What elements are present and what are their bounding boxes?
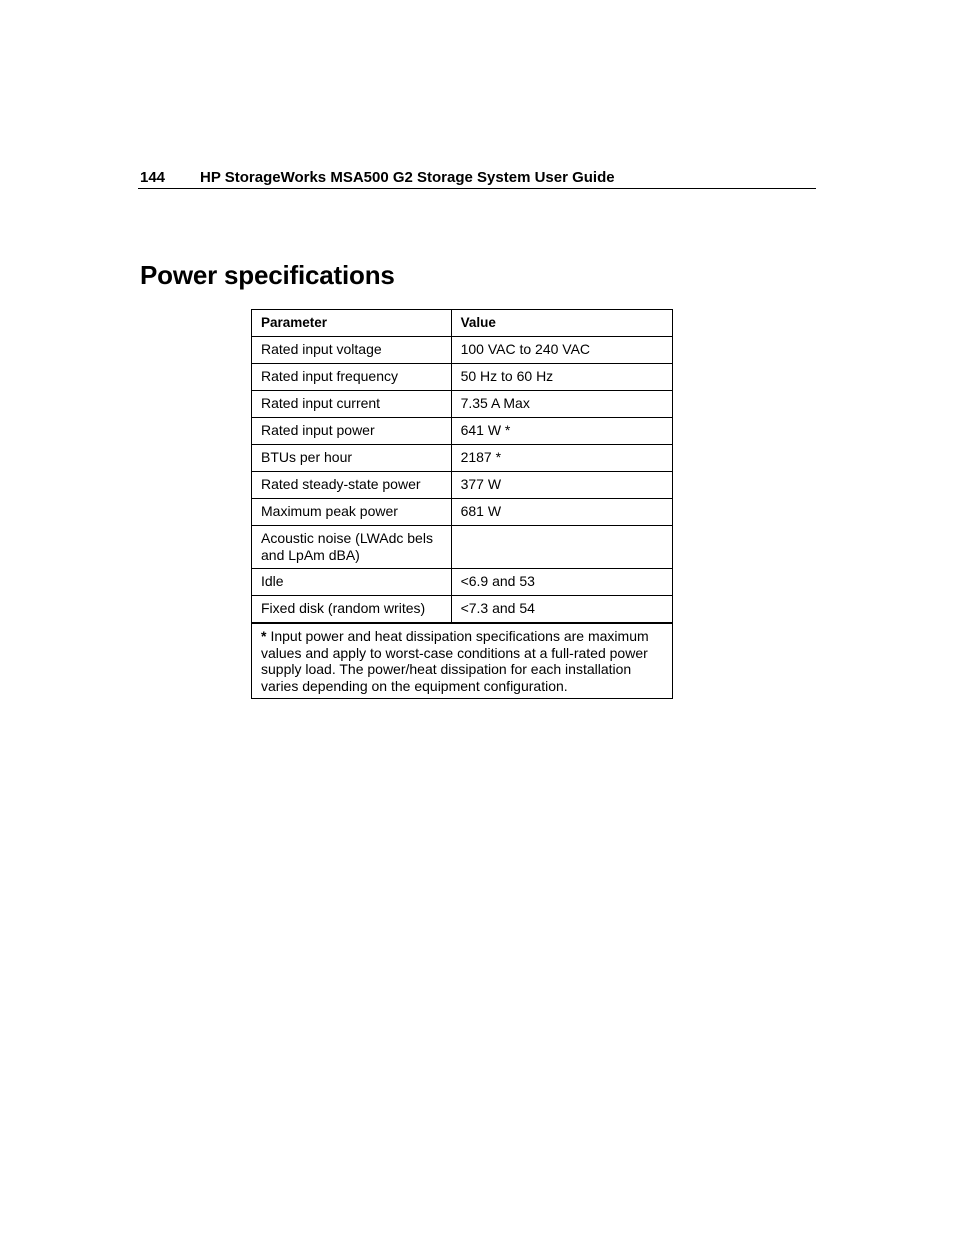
value-cell: 7.35 A Max [451,391,672,418]
parameter-cell: BTUs per hour [252,445,452,472]
table-row [252,337,673,364]
footnote-cell [252,623,673,699]
power-specs-table [251,309,673,699]
page-number: 144 [140,169,166,186]
table-row [252,526,673,569]
value-cell: 641 W * [451,418,672,445]
parameter-cell: Maximum peak power [252,499,452,526]
parameter-cell: Rated input current [252,391,452,418]
table-row [252,364,673,391]
value-cell [451,526,672,569]
parameter-cell: Rated input frequency [252,364,452,391]
guide-title: HP StorageWorks MSA500 G2 Storage System User Guide [200,169,615,186]
section-title: Power specifications [140,260,395,290]
value-cell: 50 Hz to 60 Hz [451,364,672,391]
value-cell: 377 W [451,472,672,499]
table-row [252,569,673,596]
table-row [252,499,673,526]
table-row [252,445,673,472]
parameter-cell: Fixed disk (random writes) [252,596,452,624]
value-cell: <7.3 and 54 [451,596,672,624]
table-row [252,472,673,499]
value-cell: 681 W [451,499,672,526]
parameter-cell: Rated steady-state power [252,472,452,499]
parameter-cell: Idle [252,569,452,596]
footnote-mark: * [261,628,267,644]
column-header-value: Value [451,310,672,337]
parameter-cell: Acoustic noise (LWAdc bels and LpAm dBA) [252,526,452,569]
parameter-cell: Rated input voltage [252,337,452,364]
value-cell: <6.9 and 53 [451,569,672,596]
footnote-row [252,623,673,699]
parameter-cell: Rated input power [252,418,452,445]
table-header-row [252,310,673,337]
running-header [138,168,816,189]
table-row [252,596,673,624]
column-header-parameter: Parameter [252,310,452,337]
footnote-text: Input power and heat dissipation specifications are maximum values and apply to worst-case conditions at a full-rated power supply load. The power/heat dissipation for each installation varies depending on the equipment configuration. [261,628,649,694]
value-cell: 100 VAC to 240 VAC [451,337,672,364]
value-cell: 2187 * [451,445,672,472]
table-row [252,418,673,445]
table-row [252,391,673,418]
